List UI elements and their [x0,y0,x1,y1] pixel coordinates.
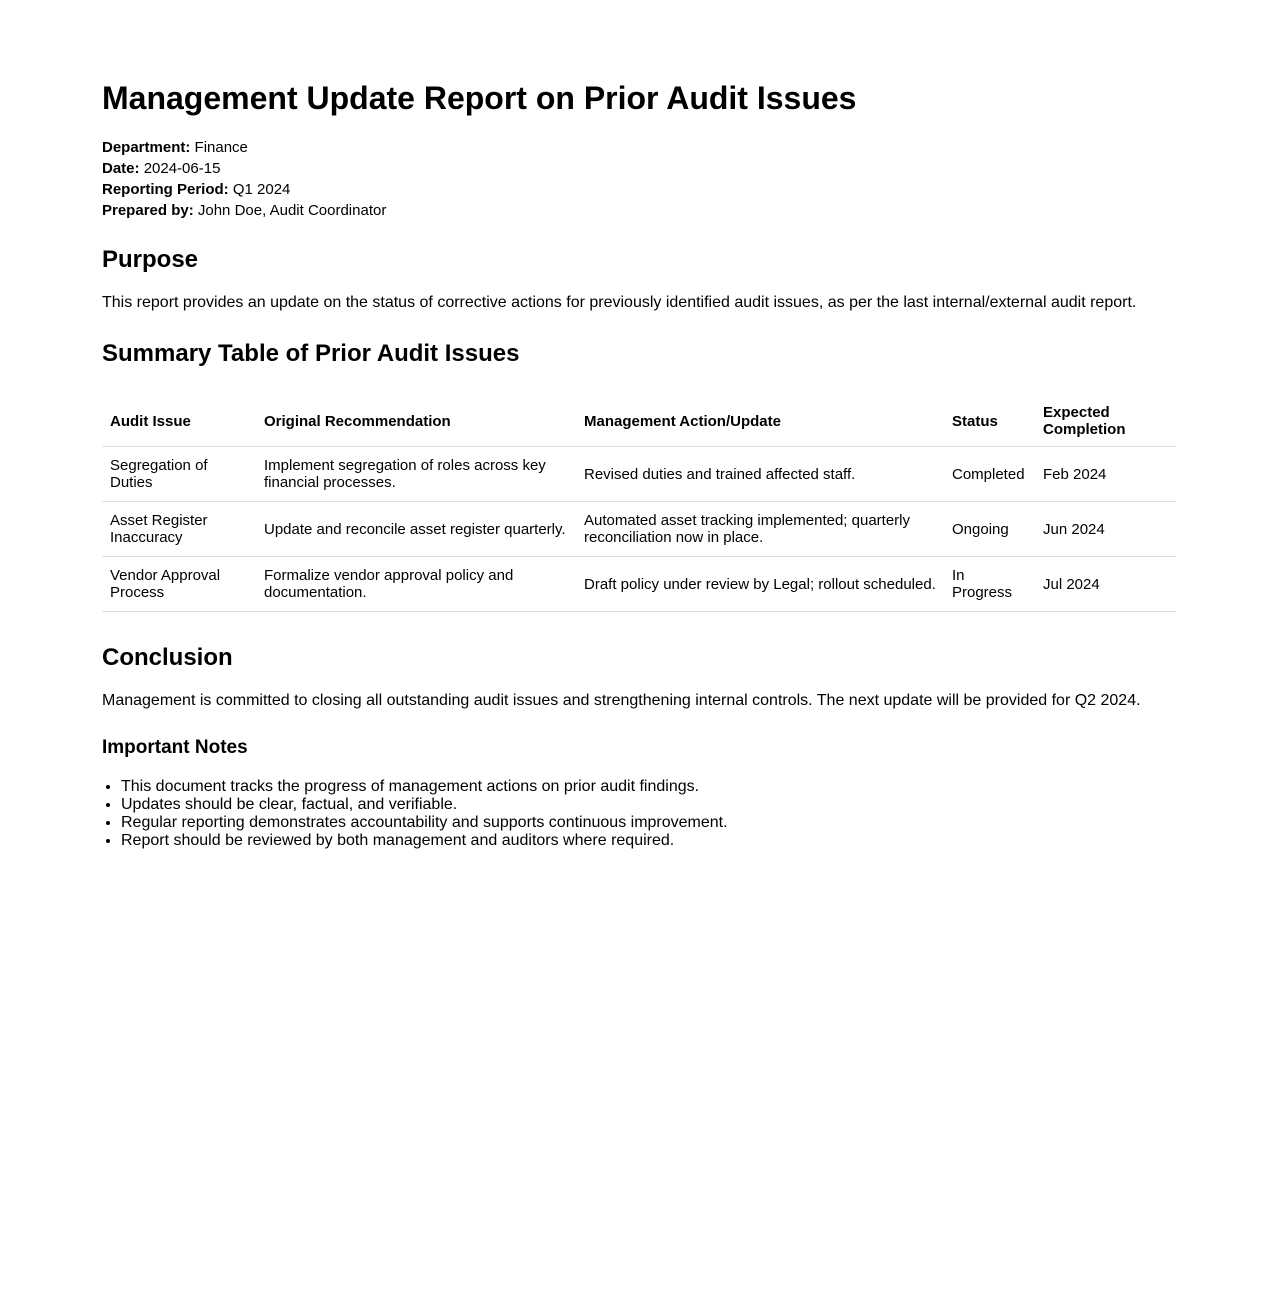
conclusion-heading: Conclusion [102,644,233,671]
column-header-management-action: Management Action/Update [576,396,944,447]
purpose-heading: Purpose [102,246,199,273]
table-row [102,502,1176,557]
cell-action: Automated asset tracking implemented; quarterly reconciliation now in place. [576,502,944,557]
cell-recommendation: Update and reconcile asset register quarterly. [256,502,576,557]
cell-recommendation: Formalize vendor approval policy and documentation. [256,557,576,612]
meta-label: Department: [102,139,191,156]
meta-department [102,137,386,158]
notes-heading: Important Notes [102,737,248,758]
table-header-row [102,396,1176,447]
cell-completion: Feb 2024 [1035,447,1176,502]
column-header-original-recommendation: Original Recommendation [256,396,576,447]
notes-list [102,778,728,850]
meta-label: Prepared by: [102,202,194,219]
meta-date [102,158,386,179]
cell-completion: Jul 2024 [1035,557,1176,612]
cell-status: Ongoing [944,502,1035,557]
table-row [102,557,1176,612]
column-header-status: Status [944,396,1035,447]
table-row [102,447,1176,502]
conclusion-text: Management is committed to closing all outstanding audit issues and strengthening internal controls. The next update will be provided for Q2 2024. [102,692,1141,709]
audit-issues-table [102,396,1176,612]
cell-status: In Progress [944,557,1035,612]
list-item: • Updates should be clear, factual, and verifiable. [121,796,728,814]
cell-action: Draft policy under review by Legal; rollout scheduled. [576,557,944,612]
list-item: • This document tracks the progress of management actions on prior audit findings. [121,778,728,796]
meta-prepared-by [102,200,386,221]
cell-status: Completed [944,447,1035,502]
meta-value: Finance [194,139,248,156]
meta-label: Reporting Period: [102,181,229,198]
column-header-expected-completion: Expected Completion [1035,396,1176,447]
cell-action: Revised duties and trained affected staff. [576,447,944,502]
list-item: • Regular reporting demonstrates accountability and supports continuous improvement. [121,814,728,832]
cell-recommendation: Implement segregation of roles across key financial processes. [256,447,576,502]
cell-audit-issue: Segregation of Duties [102,447,256,502]
cell-completion: Jun 2024 [1035,502,1176,557]
meta-reporting-period [102,179,386,200]
list-item: • Report should be reviewed by both management and auditors where required. [121,832,728,850]
column-header-audit-issue: Audit Issue [102,396,256,447]
report-metadata [102,137,386,221]
purpose-text: This report provides an update on the status of corrective actions for previously identified audit issues, as per the last internal/external audit report. [102,294,1137,311]
cell-audit-issue: Vendor Approval Process [102,557,256,612]
cell-audit-issue: Asset Register Inaccuracy [102,502,256,557]
page-title: Management Update Report on Prior Audit Issues [102,80,857,116]
meta-value: Q1 2024 [232,181,291,198]
summary-heading: Summary Table of Prior Audit Issues [102,340,520,367]
meta-value: John Doe, Audit Coordinator [197,202,387,219]
meta-label: Date: [102,160,140,177]
meta-value: 2024-06-15 [143,160,221,177]
